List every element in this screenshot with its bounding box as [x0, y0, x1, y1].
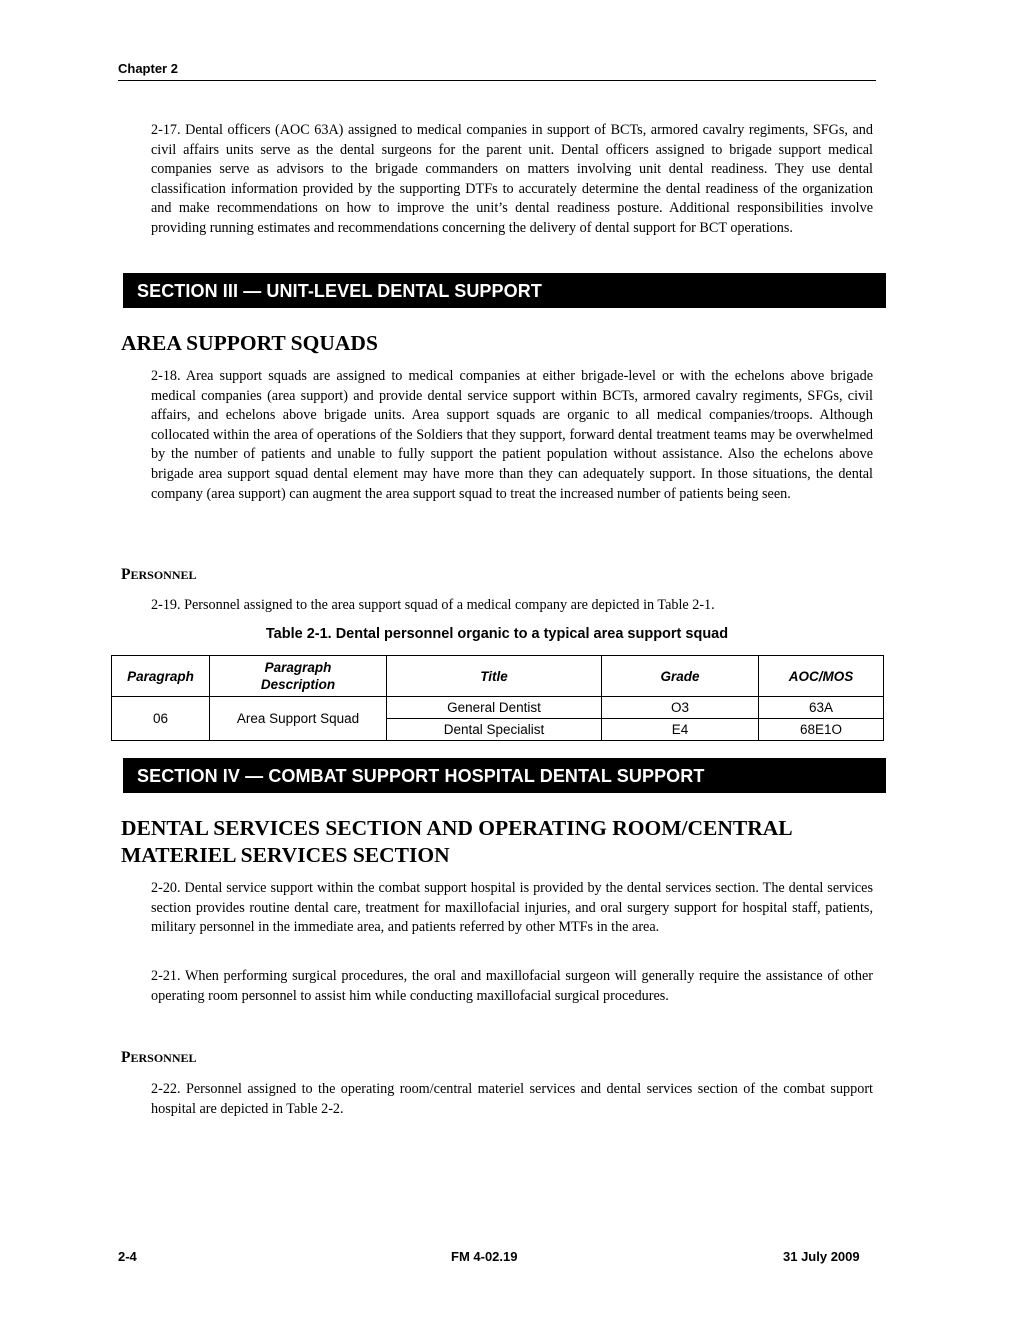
- column-header-grade: Grade: [602, 656, 759, 697]
- cell-aoc: 63A: [759, 697, 884, 719]
- column-header-paragraph: Paragraph: [112, 656, 210, 697]
- heading-rest: ERSONNEL: [130, 1051, 197, 1065]
- table-row: [112, 697, 884, 719]
- paragraph-2-22: 2-22. Personnel assigned to the operating room/central materiel services and dental services section of the combat support hospital are depicted in Table 2-2.: [151, 1081, 873, 1117]
- table-caption: Table 2-1. Dental personnel organic to a typical area support squad: [265, 626, 729, 642]
- heading-area-support-squads: AREA SUPPORT SQUADS: [121, 331, 378, 355]
- footer-document-id: FM 4-02.19: [451, 1249, 518, 1264]
- cell-title: General Dentist: [387, 697, 602, 719]
- section-banner-4: [123, 758, 886, 793]
- section-banner-title: SECTION III — UNIT-LEVEL DENTAL SUPPORT: [137, 281, 542, 301]
- paragraph-2-17: 2-17. Dental officers (AOC 63A) assigned to medical companies in support of BCTs, armored cavalry regiments, SFGs, and civil affairs units serve as the dental surgeons for the parent unit. Dental officers assigned to brigade support medical companies serve as advisors to the brigade commanders on matters involving unit dental readiness. They use dental classification information provided by the supporting DTFs to accurately determine the dental readiness of the organization and make recommendations on how to improve the unit’s dental readiness posture. Additional responsibilities involve providing running estimates and recommendations concerning the delivery of dental support for BCT operations.: [151, 122, 873, 236]
- personnel-table: [111, 655, 884, 741]
- footer-page-number: 2-4: [118, 1249, 137, 1264]
- cell-aoc: 68E1O: [759, 719, 884, 741]
- section-banner-title: SECTION IV — COMBAT SUPPORT HOSPITAL DENTAL SUPPORT: [137, 766, 705, 786]
- heading-personnel-1: [121, 566, 197, 584]
- cell-title: Dental Specialist: [387, 719, 602, 741]
- chapter-label: Chapter 2: [118, 61, 178, 76]
- paragraph-2-19: 2-19. Personnel assigned to the area support squad of a medical company are depicted in Table 2-1.: [151, 597, 715, 613]
- paragraph-2-18: 2-18. Area support squads are assigned to medical companies at either brigade-level or with the echelons above brigade medical companies (area support) and provide dental service support within BCTs, armored cavalry regiments, SFGs, civil affairs, and echelons above brigade units. Area support squads are organic to all medical companies/troops. Although collocated within the area of operations of the Soldiers that they support, forward dental treatment teams may be overwhelmed by the number of patients and unable to fully support the patient population without assistance. Also the echelons above brigade area support squad dental element may have more than they can adequately support. In those situations, the dental company (area support) can augment the area support squad to treat the increased number of patients being seen.: [151, 368, 873, 502]
- heading-rest: ERSONNEL: [130, 568, 197, 582]
- cell-description: Area Support Squad: [210, 697, 387, 741]
- header-desc-line2: Description: [260, 677, 336, 692]
- page-header: [118, 61, 876, 81]
- heading-initial: P: [121, 1049, 131, 1066]
- heading-personnel-2: [121, 1049, 197, 1067]
- column-header-aoc: AOC/MOS: [759, 656, 884, 697]
- column-header-title: Title: [387, 656, 602, 697]
- cell-grade: E4: [602, 719, 759, 741]
- section-banner-3: [123, 273, 886, 308]
- cell-paragraph: 06: [112, 697, 210, 741]
- column-header-description: [210, 656, 387, 697]
- footer-date: 31 July 2009: [783, 1249, 860, 1264]
- table-header-row: [112, 656, 884, 697]
- paragraph-2-20: 2-20. Dental service support within the combat support hospital is provided by the dental services section. The dental services section provides routine dental care, treatment for maxillofacial injuries, and oral surgery support for hospital staff, patients, military personnel in the immediate area, and patients referred by other MTFs in the area.: [151, 880, 873, 936]
- heading-line-1: DENTAL SERVICES SECTION AND OPERATING ROOM/CENTRAL: [121, 816, 793, 840]
- heading-line-2: MATERIEL SERVICES SECTION: [121, 843, 450, 867]
- paragraph-2-21: 2-21. When performing surgical procedures, the oral and maxillofacial surgeon will generally require the assistance of other operating room personnel to assist him while conducting maxillofacial surgical procedures.: [151, 968, 873, 1004]
- cell-grade: O3: [602, 697, 759, 719]
- header-desc-line1: Paragraph: [264, 660, 332, 675]
- heading-initial: P: [121, 566, 131, 583]
- heading-dental-services: [121, 815, 881, 869]
